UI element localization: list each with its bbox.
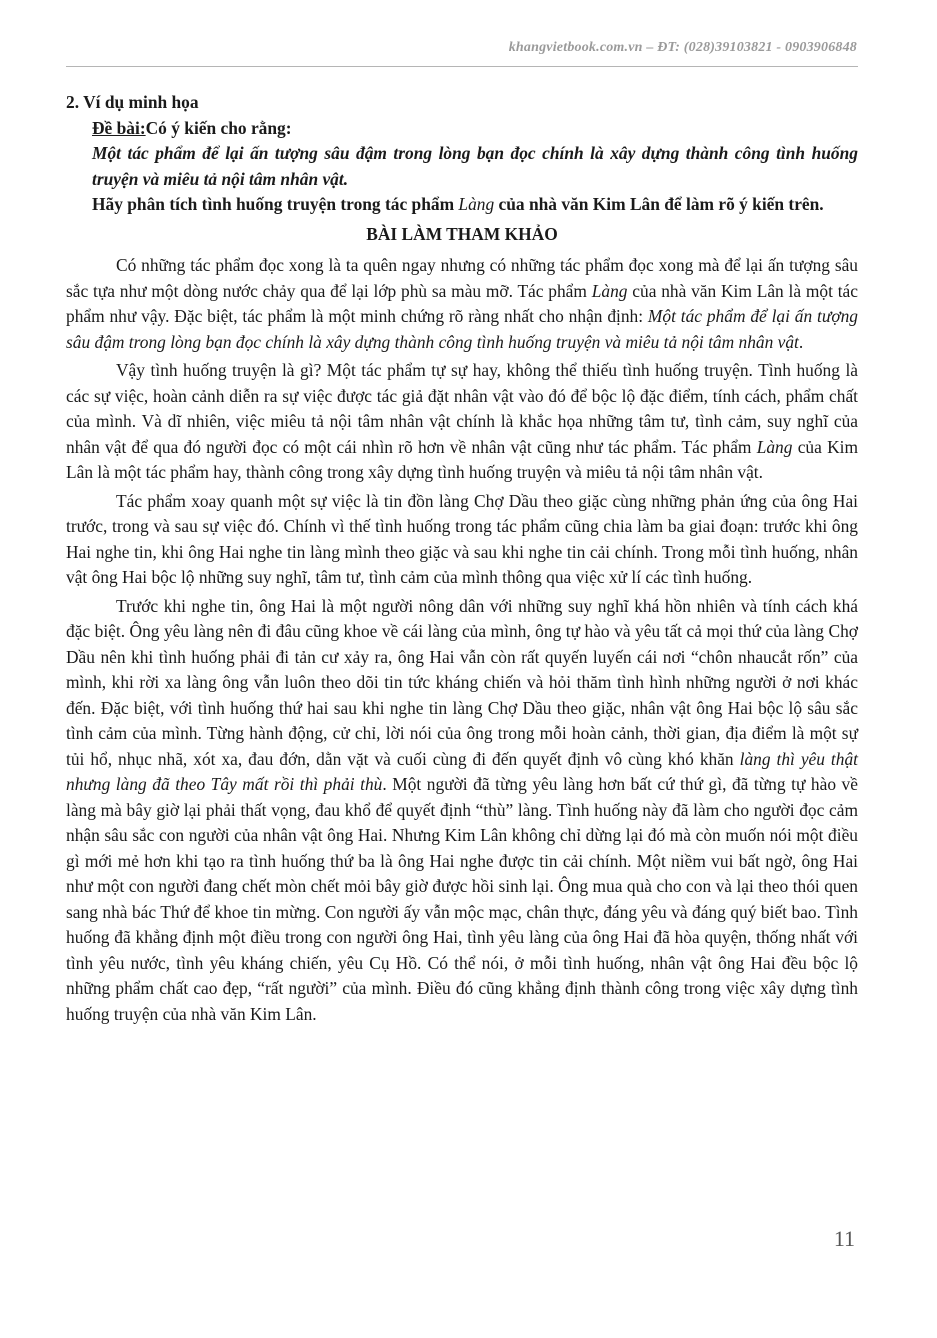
paragraph-text: Có những tác phẩm đọc xong là ta quên ngay nhưng có những tác phẩm đọc xong mà để lại ấn tượng sâu sắc tựa như một dòng nước chảy qua để lại lớp phù sa màu mỡ. Tác phẩm bbox=[66, 255, 858, 301]
prompt-task-work-title: Làng bbox=[458, 194, 495, 214]
exercise-prompt bbox=[66, 116, 858, 218]
paragraph-text: Vậy tình huống truyện là gì? Một tác phẩm tự sự hay, không thể thiếu tình huống truyện. Tình huống là các sự việc, hoàn cảnh diễn ra sự việc được tác giả đặt nhân vật vào đó để bộc lộ đặc điểm, tính cách, phẩm chất của mình. Và dĩ nhiên, việc miêu tả nội tâm nhân vật chính là khắc họa những tâm tư, tình cảm, suy nghĩ của nhân vật để qua đó người đọc có một cái nhìn rõ hơn về nhân vật cũng như tác phẩm. Tác phẩm bbox=[66, 360, 858, 457]
paragraph-text: . Một người đã từng yêu làng hơn bất cứ thứ gì, đã từng tự hào về làng mà bây giờ lại phải thất vọng, đau khổ để quyết định “thù” làng. Tình huống này đã làm cho người đọc cảm nhận sâu sắc con người của nhân vật ông Hai. Nhưng Kim Lân không chỉ dừng lại đó mà còn muốn nói một điều gì mới mẻ hơn khi tạo ra tình huống thứ ba là ông Hai nghe được tin cải chính. Một niềm vui bất ngờ, ông Hai như một con người đang chết mòn chết mỏi bây giờ được hồi sinh lại. Ông mua quà cho con và lại theo thói quen sang nhà bác Thứ để khoe tin mừng. Con người ấy vẫn mộc mạc, chân thực, đáng yêu và đáng quý biết bao. Tình huống đã khẳng định một điều trong con người ông Hai, tình yêu làng của ông Hai đã hòa quyện, thống nhất với tình yêu nước, tình yêu kháng chiến, yêu Cụ Hồ. Có thể nói, ở mỗi tình huống, nhân vật ông Hai đều bộc lộ những phẩm chất cao đẹp, “rất người” của mình. Điều đó cũng khẳng định thành công trong việc xây dựng tình huống truyện của nhà văn Kim Lân. bbox=[66, 774, 858, 1024]
essay-paragraph-4 bbox=[66, 594, 858, 1028]
prompt-task bbox=[92, 192, 858, 218]
prompt-label: Đề bài: bbox=[92, 117, 146, 138]
header-divider bbox=[66, 66, 858, 67]
paragraph-text: . bbox=[798, 331, 804, 352]
essay-paragraph-1 bbox=[66, 253, 858, 355]
essay-paragraph-3: Tác phẩm xoay quanh một sự việc là tin đồn làng Chợ Dầu theo giặc cùng những phản ứng của ông Hai trước, trong và sau sự việc đó. Chính vì thế tình huống trong tác phẩm cũng chia làm ba giai đoạn: trước khi ông Hai nghe tin, khi ông Hai nghe tin làng mình theo giặc và sau khi nghe tin cải chính. Trong mỗi tình huống, nhân vật ông Hai bộc lộ những suy nghĩ, tâm tư, tình cảm của mình thông qua việc xử lí các tình huống. bbox=[66, 490, 858, 587]
paragraph-text: của nhà văn Kim Lân là một tác phẩm như vậy. Đặc biệt, tác phẩm là một minh chứng rõ ràng nhất cho nhận định: bbox=[66, 280, 858, 326]
page-number: 11 bbox=[833, 1226, 855, 1251]
quoted-statement: Một tác phẩm để lại ấn tượng sâu đậm trong lòng bạn đọc chính là xây dựng thành công tình huống truyện và miêu tả nội tâm nhân vật bbox=[66, 306, 858, 352]
section-title: 2. Ví dụ minh họa bbox=[66, 92, 199, 112]
prompt-quote: Một tác phẩm để lại ấn tượng sâu đậm trong lòng bạn đọc chính là xây dựng thành công tình huống truyện và miêu tả nội tâm nhân vật. bbox=[92, 143, 858, 189]
page-content bbox=[66, 90, 858, 1027]
prompt-intro: Có ý kiến cho rằng: bbox=[145, 117, 292, 138]
work-title: Làng bbox=[756, 436, 793, 457]
paragraph-text: của Kim Lân là một tác phẩm hay, thành công trong xây dựng tình huống truyện và miêu tả nội tâm nhân vật. bbox=[66, 436, 858, 482]
paragraph-text: Trước khi nghe tin, ông Hai là một người nông dân với những suy nghĩ khá hồn nhiên và tính cách khá đặc biệt. Ông yêu làng nên đi đâu cũng khoe về cái làng của mình, ông tự hào và yêu tất cả mọi thứ của làng Chợ Dầu nên khi tình huống phải đi tản cư xảy ra, ông Hai vẫn còn rất quyến luyến cái nơi “chôn nhaucắt rốn” của mình, khi rời xa làng ông vẫn luôn theo dõi tin tức kháng chiến và hỏi thăm tình hình những người ở nơi khác đến. Đặc biệt, với tình huống thứ hai sau khi nghe tin làng Chợ Dầu theo giặc, nhân vật ông Hai bộc lộ sâu sắc tình cảm của mình. Từng hành động, cử chỉ, lời nói của ông trong mỗi hoàn cảnh, thời gian, địa điểm là một sự tủi hổ, nhục nhã, xót xa, đau đớn, dằn vặt và cuối cùng đi đến quyết định vô cùng khó khăn bbox=[66, 595, 858, 769]
prompt-task-text-end: của nhà văn Kim Lân để làm rõ ý kiến trên. bbox=[494, 194, 824, 214]
essay-title: BÀI LÀM THAM KHẢO bbox=[366, 223, 558, 244]
quoted-phrase: làng thì yêu thật nhưng làng đã theo Tây mất rồi thì phải thù bbox=[66, 748, 858, 794]
page-header-contact: khangvietbook.com.vn – ĐT: (028)39103821 - 0903906848 bbox=[508, 40, 857, 55]
work-title: Làng bbox=[591, 280, 628, 301]
essay-paragraph-2 bbox=[66, 358, 858, 486]
prompt-task-text: Hãy phân tích tình huống truyện trong tác phẩm bbox=[92, 194, 459, 214]
prompt-intro-line bbox=[92, 116, 858, 142]
